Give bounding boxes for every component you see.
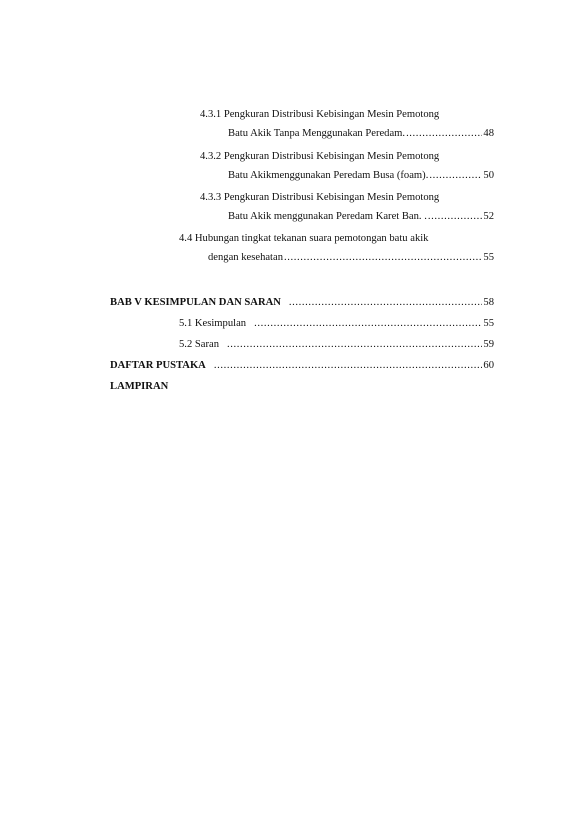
dot-leader bbox=[254, 317, 482, 331]
toc-entry-5-2 bbox=[179, 338, 494, 352]
toc-entry-text: DAFTAR PUSTAKA bbox=[110, 360, 206, 371]
dot-leader bbox=[289, 296, 483, 310]
toc-entry-4-3-3-continuation bbox=[228, 210, 494, 224]
toc-entry-4-4-title: 4.4 Hubungan tingkat tekanan suara pemotongan batu akik bbox=[179, 233, 429, 244]
toc-page-number: 52 bbox=[483, 211, 494, 222]
toc-entry-text: Batu Akikmenggunakan Peredam Busa (foam). bbox=[228, 170, 429, 181]
toc-entry-text: BAB V KESIMPULAN DAN SARAN bbox=[110, 297, 281, 308]
toc-entry-bab-5 bbox=[110, 296, 494, 310]
toc-page-number: 60 bbox=[483, 360, 494, 371]
dot-leader bbox=[406, 127, 482, 141]
dot-leader bbox=[227, 338, 482, 352]
toc-entry-text: 5.2 Saran bbox=[179, 339, 220, 350]
dot-leader bbox=[284, 251, 482, 265]
toc-entry-4-3-2-continuation bbox=[228, 169, 494, 183]
dot-leader bbox=[429, 169, 482, 183]
toc-entry-4-3-1-title: 4.3.1 Pengkuran Distribusi Kebisingan Mesin Pemotong bbox=[200, 109, 440, 120]
toc-page-number: 55 bbox=[483, 318, 494, 329]
dot-leader bbox=[214, 359, 483, 373]
toc-page-number: 48 bbox=[483, 128, 494, 139]
toc-entry-4-3-2-title: 4.3.2 Pengkuran Distribusi Kebisingan Mesin Pemotong bbox=[200, 151, 440, 162]
toc-entry-4-4-continuation bbox=[208, 251, 494, 265]
toc-entry-text: Batu Akik Tanpa Menggunakan Peredam. bbox=[228, 128, 406, 139]
toc-entry-lampiran: LAMPIRAN bbox=[110, 381, 169, 392]
dot-leader bbox=[428, 210, 483, 224]
toc-entry-text: 5.1 Kesimpulan bbox=[179, 318, 247, 329]
toc-page-number: 50 bbox=[483, 170, 494, 181]
toc-entry-text: dengan kesehatan bbox=[208, 252, 284, 263]
toc-page-number: 58 bbox=[483, 297, 494, 308]
toc-page-number: 55 bbox=[483, 252, 494, 263]
toc-entry-5-1 bbox=[179, 317, 494, 331]
toc-entry-text: Batu Akik menggunakan Peredam Karet Ban. . bbox=[228, 211, 427, 222]
toc-page-number: 59 bbox=[483, 339, 494, 350]
toc-entry-4-3-3-title: 4.3.3 Pengkuran Distribusi Kebisingan Mesin Pemotong bbox=[200, 192, 440, 203]
toc-entry-4-3-1-continuation bbox=[228, 127, 494, 141]
toc-entry-daftar-pustaka bbox=[110, 359, 494, 373]
